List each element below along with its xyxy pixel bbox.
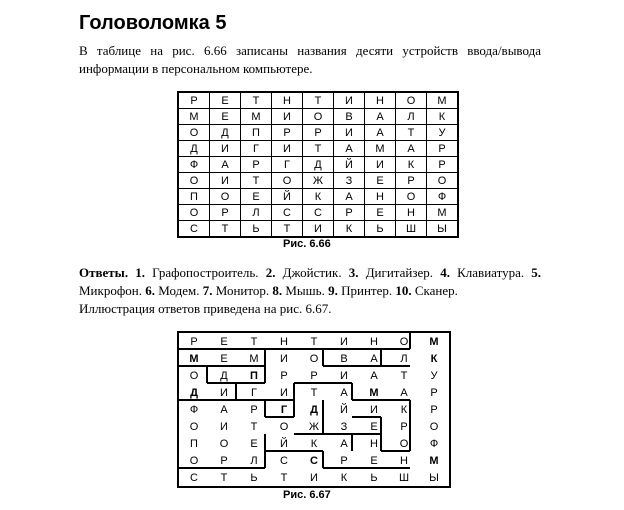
grid-cell: Д [178, 141, 210, 157]
grid-cell: Г [280, 403, 288, 416]
grid-row [178, 157, 458, 173]
grid-cell: Н [280, 335, 288, 348]
grid-cell: Е [210, 92, 241, 109]
grid-row [178, 92, 458, 109]
grid-cell: Р [310, 369, 318, 382]
grid-cell: Ф [178, 157, 210, 173]
grid-cell: О [178, 173, 210, 189]
grid-cell: Р [178, 92, 210, 109]
answer-number: 8. [269, 283, 286, 298]
answer-number: 2. [258, 265, 283, 280]
answers-list [79, 265, 541, 298]
grid-cell: К [334, 221, 365, 238]
grid-cell: Р [400, 420, 408, 433]
grid-row [178, 418, 450, 435]
grid-row [178, 221, 458, 238]
grid-cell: Ж [303, 173, 334, 189]
grid-cell: Д [310, 403, 318, 416]
answer-text: Дигитайзер. [365, 265, 434, 280]
grid-cell: Т [241, 92, 272, 109]
grid-cell: Г [251, 386, 257, 399]
grid-cell: Е [220, 352, 228, 365]
grid-row [178, 141, 458, 157]
illustration-note: Иллюстрация ответов приведена на рис. 6.67. [79, 301, 332, 316]
grid-cell: Р [220, 454, 228, 467]
grid-cell: И [210, 173, 241, 189]
answer-number: 10. [392, 283, 415, 298]
answer-text: Монитор. [215, 283, 270, 298]
grid-cell: К [303, 189, 334, 205]
grid-cell: З [334, 173, 365, 189]
grid-cell: Е [250, 437, 258, 450]
grid-cell: Е [220, 335, 228, 348]
grid-cell: О [309, 352, 319, 365]
grid-row [178, 469, 450, 487]
answer-number: 9. [324, 283, 342, 298]
grid-cell: И [340, 335, 348, 348]
grid-cell: О [210, 189, 241, 205]
grid-cell: М [427, 205, 459, 221]
grid-cell: А [334, 141, 365, 157]
grid-cell: Т [396, 125, 427, 141]
grid-row [178, 189, 458, 205]
grid-cell: К [400, 403, 408, 416]
answers-paragraph [79, 264, 541, 300]
grid-cell: А [370, 352, 378, 365]
grid-cell: Н [370, 437, 378, 450]
grid-cell: О [279, 420, 289, 433]
grid-cell: Е [210, 109, 241, 125]
grid-cell: Ы [429, 471, 439, 484]
grid-cell: Л [396, 109, 427, 125]
grid-cell: Д [210, 125, 241, 141]
grid-cell: П [241, 125, 272, 141]
grid-cell: А [340, 386, 348, 399]
grid-cell: У [430, 369, 438, 382]
figure-caption-1: Рис. 6.66 [283, 238, 331, 250]
grid-cell: И [220, 386, 228, 399]
grid-cell: Й [340, 403, 348, 416]
grid-cell: О [189, 369, 199, 382]
grid-cell: Л [241, 205, 272, 221]
grid-cell: О [178, 125, 210, 141]
grid-cell: Т [310, 386, 318, 399]
grid-cell: Н [370, 335, 378, 348]
grid-cell: Т [280, 471, 288, 484]
answer-text: Сканер. [414, 283, 458, 298]
grid-cell: О [429, 420, 439, 433]
grid-cell: А [220, 403, 228, 416]
grid-cell: О [303, 109, 334, 125]
grid-cell: М [429, 335, 439, 348]
answer-number: 4. [433, 265, 458, 280]
grid-cell: М [178, 109, 210, 125]
grid-row [178, 332, 450, 350]
grid-cell: К [430, 352, 438, 365]
grid-cell: Ы [427, 221, 459, 238]
grid-cell: Т [210, 221, 241, 238]
grid-cell: И [340, 369, 348, 382]
grid-cell: Н [365, 92, 396, 109]
grid-cell: И [310, 471, 318, 484]
grid-cell: О [178, 205, 210, 221]
grid-cell: Ш [396, 221, 427, 238]
grid-cell: Т [272, 221, 303, 238]
answer-number: 7. [199, 283, 216, 298]
grid-cell: Т [241, 173, 272, 189]
answers-label: Ответы. [79, 265, 129, 280]
grid-cell: М [427, 92, 459, 109]
intro-text: В таблице на рис. 6.66 записаны названия десяти устройств ввода/вывода информации в персональном компьютере. [79, 43, 541, 76]
grid-row [178, 367, 450, 384]
grid-cell: Т [303, 92, 334, 109]
grid-cell: И [334, 125, 365, 141]
grid-cell: М [369, 386, 379, 399]
grid-cell: Р [280, 369, 288, 382]
grid-cell: Ь [370, 471, 378, 484]
grid-cell: А [365, 109, 396, 125]
grid-cell: Ф [427, 189, 459, 205]
grid-cell: А [396, 141, 427, 157]
grid-cell: О [396, 92, 427, 109]
grid-cell: Е [241, 189, 272, 205]
answer-text: Графопостроитель. [152, 265, 259, 280]
grid-cell: Е [365, 173, 396, 189]
answer-text: Модем. [158, 283, 200, 298]
grid-cell: У [427, 125, 459, 141]
grid-cell: А [210, 157, 241, 173]
grid-cell: Р [427, 157, 459, 173]
grid-cell: Н [396, 205, 427, 221]
grid-cell: О [396, 189, 427, 205]
grid-cell: Е [370, 420, 378, 433]
answer-text: Клавиатура. [457, 265, 525, 280]
grid-cell: Р [210, 205, 241, 221]
grid-cell: Н [365, 189, 396, 205]
grid-cell: Ж [308, 420, 320, 433]
grid-cell: М [241, 109, 272, 125]
figure-caption-2: Рис. 6.67 [283, 489, 331, 501]
grid-row [178, 384, 450, 401]
grid-cell: Ь [241, 221, 272, 238]
grid-row [178, 435, 450, 452]
grid-cell: Д [190, 386, 198, 399]
grid-cell: Т [220, 471, 228, 484]
grid-cell: Т [400, 369, 408, 382]
answer-number: 6. [141, 283, 159, 298]
grid-cell: О [427, 173, 459, 189]
grid-cell: И [272, 141, 303, 157]
grid-cell: В [340, 352, 348, 365]
grid-cell: О [189, 454, 199, 467]
grid-cell: С [272, 205, 303, 221]
grid-cell: И [303, 221, 334, 238]
grid-cell: И [280, 386, 288, 399]
grid-cell: Ш [398, 471, 410, 484]
grid-cell: А [365, 125, 396, 141]
grid-row [178, 173, 458, 189]
grid-cell: В [334, 109, 365, 125]
grid-cell: И [220, 420, 228, 433]
answer-text: Джойстик. [282, 265, 342, 280]
grid-cell: О [272, 173, 303, 189]
grid-cell: С [310, 454, 318, 467]
answer-text: Микрофон. [79, 283, 142, 298]
grid-row [178, 109, 458, 125]
grid-cell: Й [272, 189, 303, 205]
grid-cell: Р [340, 454, 348, 467]
grid-cell: Л [400, 352, 408, 365]
grid-cell: Т [250, 335, 258, 348]
grid-row [178, 401, 450, 418]
grid-cell: К [427, 109, 459, 125]
answer-number: 1. [135, 265, 153, 280]
grid-cell: Й [280, 437, 288, 450]
grid-cell: О [189, 420, 199, 433]
grid-cell: К [396, 157, 427, 173]
grid-cell: Л [250, 454, 258, 467]
grid-cell: С [190, 471, 198, 484]
grid-cell: Е [370, 454, 378, 467]
grid-cell: Р [427, 141, 459, 157]
grid-cell: А [340, 437, 348, 450]
grid-cell: К [340, 471, 348, 484]
grid-cell: И [365, 157, 396, 173]
grid-cell: М [249, 352, 259, 365]
grid-cell: И [370, 403, 378, 416]
grid-cell: Е [365, 205, 396, 221]
grid-cell: Г [241, 141, 272, 157]
grid-cell: М [365, 141, 396, 157]
grid-cell: М [429, 454, 439, 467]
grid-cell: П [178, 189, 210, 205]
puzzle-title: Головоломка 5 [79, 12, 227, 34]
grid-cell: Г [272, 157, 303, 173]
grid-cell: А [334, 189, 365, 205]
grid-cell: Н [400, 454, 408, 467]
grid-cell: Т [250, 420, 258, 433]
grid-cell: Р [303, 125, 334, 141]
grid-cell: И [334, 92, 365, 109]
grid-cell: Р [334, 205, 365, 221]
grid-cell: Д [303, 157, 334, 173]
grid-row [178, 205, 458, 221]
grid-cell: О [219, 437, 229, 450]
grid-cell: Д [220, 369, 228, 382]
grid-cell: Р [190, 335, 198, 348]
grid-cell: Р [396, 173, 427, 189]
grid-cell: М [189, 352, 199, 365]
grid-cell: Р [430, 403, 438, 416]
answer-number: 3. [341, 265, 366, 280]
grid-cell: Н [272, 92, 303, 109]
grid-cell: Т [303, 141, 334, 157]
grid-cell: Ф [429, 437, 439, 450]
grid-cell: Т [310, 335, 318, 348]
answer-text: Принтер. [341, 283, 393, 298]
grid-cell: Р [250, 403, 258, 416]
grid-cell: С [303, 205, 334, 221]
solution-grid [177, 331, 451, 488]
grid-cell: П [250, 369, 258, 382]
grid-cell: И [272, 109, 303, 125]
grid-cell: З [340, 420, 348, 433]
grid-cell: С [280, 454, 288, 467]
grid-cell: Р [272, 125, 303, 141]
grid-cell: О [399, 437, 409, 450]
grid-cell: И [210, 141, 241, 157]
grid-cell: Ь [365, 221, 396, 238]
letter-grid [177, 91, 459, 238]
grid-cell: С [178, 221, 210, 238]
grid-row [178, 125, 458, 141]
answer-text: Мышь. [285, 283, 325, 298]
grid-cell: К [310, 437, 318, 450]
grid-row [178, 452, 450, 469]
grid-cell: А [370, 369, 378, 382]
grid-row [178, 350, 450, 367]
grid-cell: О [399, 335, 409, 348]
grid-cell: А [400, 386, 408, 399]
answer-number: 5. [524, 265, 542, 280]
grid-cell: Ф [189, 403, 199, 416]
grid-cell: И [280, 352, 288, 365]
grid-cell: Ь [250, 471, 258, 484]
grid-cell: П [190, 437, 198, 450]
grid-cell: Р [241, 157, 272, 173]
grid-cell: Й [334, 157, 365, 173]
grid-cell: Р [430, 386, 438, 399]
